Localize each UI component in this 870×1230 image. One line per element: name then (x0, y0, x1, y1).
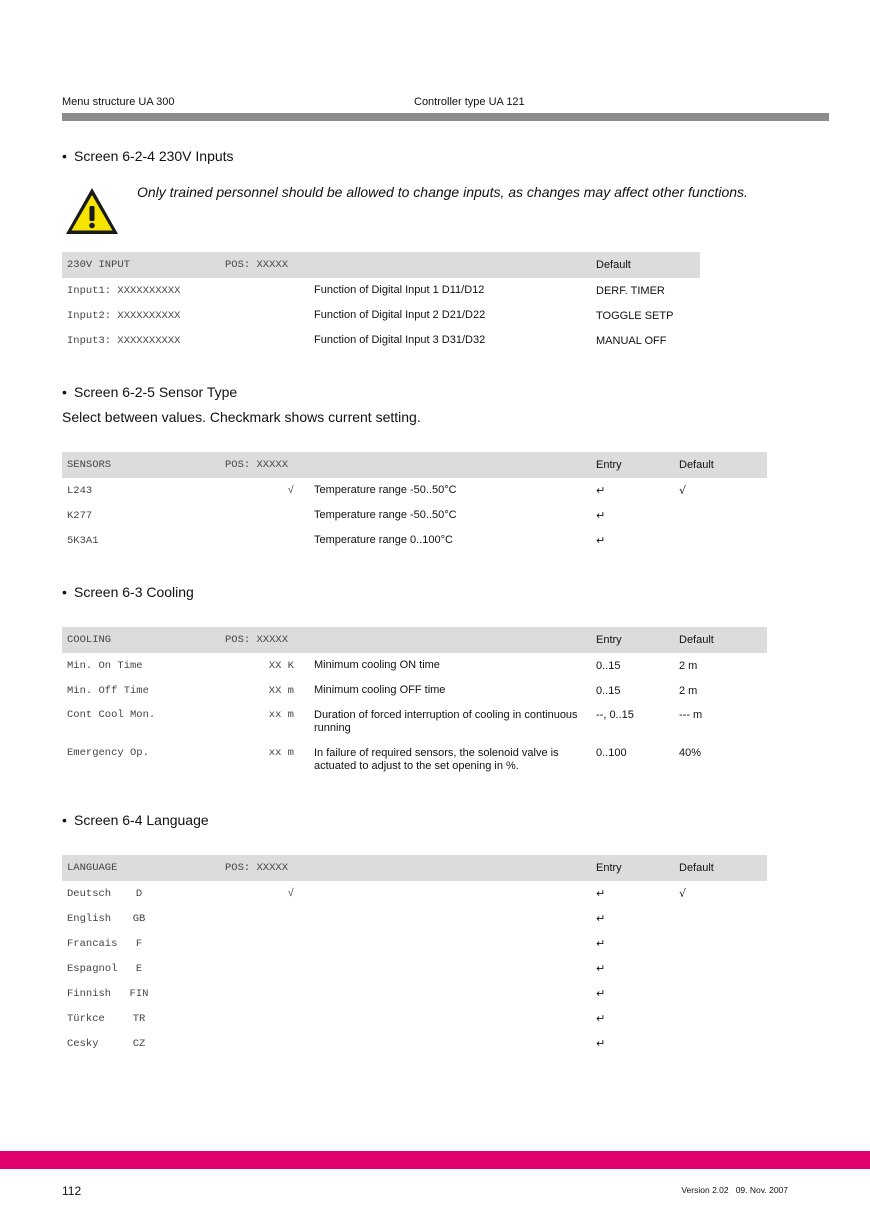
language-cell (62, 956, 220, 981)
language-name: Espagnol (67, 962, 118, 975)
enter-icon: ↵ (596, 937, 606, 950)
col-default: Default (674, 855, 767, 881)
row-name: Input3: XXXXXXXXXX (67, 334, 181, 347)
table-230v-inputs (62, 252, 700, 353)
warning-icon (64, 186, 120, 236)
row-entry: 0..15 (596, 659, 621, 672)
row-checkmark (220, 906, 308, 931)
row-default: 2 m (679, 659, 698, 672)
row-default (674, 1006, 767, 1031)
table-header (62, 252, 700, 278)
section-title-cooling: • Screen 6-3 Cooling (62, 584, 194, 600)
table-row (62, 528, 767, 553)
row-checkmark (220, 503, 308, 528)
col-pos: POS: XXXXX (220, 252, 308, 278)
language-code: FIN (129, 987, 149, 1000)
row-description: Temperature range 0..100°C (314, 534, 453, 546)
enter-icon: ↵ (596, 534, 606, 547)
row-name: L243 (67, 484, 93, 497)
language-cell (62, 931, 220, 956)
col-default: Default (674, 452, 767, 478)
row-description: Temperature range -50..50°C (314, 484, 457, 496)
row-entry: --, 0..15 (596, 709, 634, 721)
row-name: 5K3A1 (67, 534, 99, 547)
table-row (62, 703, 767, 741)
language-code: TR (132, 1012, 146, 1025)
language-code: D (135, 887, 143, 900)
row-default: --- m (679, 709, 703, 721)
row-default (674, 931, 767, 956)
version-info: Version 2.02 09. Nov. 2007 (681, 1185, 788, 1195)
col-name: 230V INPUT (62, 252, 220, 278)
row-description: Function of Digital Input 1 D11/D12 (314, 284, 485, 296)
row-default (674, 1031, 767, 1056)
table-row (62, 981, 767, 1006)
page-number: 112 (62, 1184, 82, 1198)
row-description: Minimum cooling ON time (314, 659, 440, 671)
row-default: TOGGLE SETP (596, 309, 674, 322)
row-name: Emergency Op. (67, 747, 149, 759)
header-controller-type: Controller type UA 121 (414, 96, 525, 108)
language-name: English (67, 912, 112, 925)
warning-text: Only trained personnel should be allowed to change inputs, as changes may affect other functions. (137, 184, 748, 200)
row-default: √ (679, 887, 687, 900)
col-default: Default (674, 627, 767, 653)
col-pos: POS: XXXXX (220, 855, 308, 881)
enter-icon: ↵ (596, 912, 606, 925)
row-value: xx m (268, 747, 294, 759)
section-title-language: • Screen 6-4 Language (62, 812, 209, 828)
enter-icon: ↵ (596, 484, 606, 497)
language-cell (62, 906, 220, 931)
language-code: GB (132, 912, 146, 925)
section-intro-text: Select between values. Checkmark shows current setting. (62, 409, 421, 425)
language-cell (62, 1006, 220, 1031)
table-row (62, 653, 767, 678)
row-description: Temperature range -50..50°C (314, 509, 457, 521)
enter-icon: ↵ (596, 1037, 606, 1050)
col-pos: POS: XXXXX (220, 452, 308, 478)
table-row (62, 906, 767, 931)
row-default: DERF. TIMER (596, 284, 665, 297)
enter-icon: ↵ (596, 962, 606, 975)
section-title-sensor-type: • Screen 6-2-5 Sensor Type (62, 384, 238, 400)
language-name: Finnish (67, 987, 112, 1000)
row-name: Input2: XXXXXXXXXX (67, 309, 181, 322)
language-name: Cesky (67, 1037, 99, 1050)
row-checkmark (220, 528, 308, 553)
language-cell (62, 1031, 220, 1056)
col-pos: POS: XXXXX (220, 627, 308, 653)
table-row (62, 956, 767, 981)
row-value: XX m (268, 684, 294, 697)
section-title-230v-inputs: • Screen 6-2-4 230V Inputs (62, 148, 234, 164)
table-row (62, 1031, 767, 1056)
row-name: Input1: XXXXXXXXXX (67, 284, 181, 297)
col-entry: Entry (591, 627, 674, 653)
table-row (62, 503, 767, 528)
row-default (674, 956, 767, 981)
table-sensors (62, 452, 767, 553)
language-cell (62, 981, 220, 1006)
row-name: Cont Cool Mon. (67, 709, 156, 721)
enter-icon: ↵ (596, 509, 606, 522)
table-row (62, 931, 767, 956)
header-rule (62, 113, 829, 121)
col-entry: Entry (591, 452, 674, 478)
row-default (674, 503, 767, 528)
col-name: LANGUAGE (62, 855, 220, 881)
row-description: Function of Digital Input 2 D21/D22 (314, 309, 486, 321)
header-doc-title: Menu structure UA 300 (62, 96, 175, 108)
row-description: In failure of required sensors, the solenoid valve is actuated to adjust to the set opening in %. (314, 747, 559, 772)
row-default (674, 981, 767, 1006)
row-value: XX K (268, 659, 294, 672)
table-row (62, 1006, 767, 1031)
row-checkmark (220, 1006, 308, 1031)
row-checkmark (220, 931, 308, 956)
row-name: Min. On Time (67, 659, 143, 672)
language-name: Deutsch (67, 887, 112, 900)
row-checkmark (220, 1031, 308, 1056)
language-code: F (135, 937, 143, 950)
row-default: 2 m (679, 684, 698, 697)
row-default: √ (679, 484, 687, 497)
language-name: Türkce (67, 1012, 105, 1025)
table-header (62, 855, 767, 881)
enter-icon: ↵ (596, 987, 606, 1000)
enter-icon: ↵ (596, 1012, 606, 1025)
row-checkmark (220, 981, 308, 1006)
row-value: xx m (268, 709, 294, 721)
col-name: SENSORS (62, 452, 220, 478)
row-checkmark: √ (287, 484, 294, 497)
row-default (674, 906, 767, 931)
row-description: Minimum cooling OFF time (314, 684, 446, 696)
row-description: Function of Digital Input 3 D31/D32 (314, 334, 486, 346)
language-cell (62, 881, 220, 906)
row-checkmark (220, 956, 308, 981)
row-entry: 0..15 (596, 684, 621, 697)
row-checkmark: √ (287, 887, 294, 900)
col-entry: Entry (591, 855, 674, 881)
enter-icon: ↵ (596, 887, 606, 900)
row-name: Min. Off Time (67, 684, 149, 697)
table-row (62, 328, 700, 353)
row-default: 40% (679, 747, 702, 759)
row-name: K277 (67, 509, 93, 522)
table-row (62, 478, 767, 503)
language-code: CZ (132, 1037, 146, 1050)
table-row (62, 741, 767, 779)
language-name: Francais (67, 937, 118, 950)
table-row (62, 881, 767, 906)
col-default: Default (591, 252, 700, 278)
table-language (62, 855, 767, 1056)
language-code: E (135, 962, 143, 975)
row-default: MANUAL OFF (596, 334, 667, 347)
table-row (62, 678, 767, 703)
footer-accent-bar (0, 1151, 870, 1169)
col-name: COOLING (62, 627, 220, 653)
row-description: Duration of forced interruption of cooling in continuous running (314, 709, 578, 734)
table-row (62, 278, 700, 303)
row-entry: 0..100 (596, 747, 627, 759)
table-row (62, 303, 700, 328)
row-default (674, 528, 767, 553)
table-header (62, 452, 767, 478)
table-cooling (62, 627, 767, 779)
table-header (62, 627, 767, 653)
